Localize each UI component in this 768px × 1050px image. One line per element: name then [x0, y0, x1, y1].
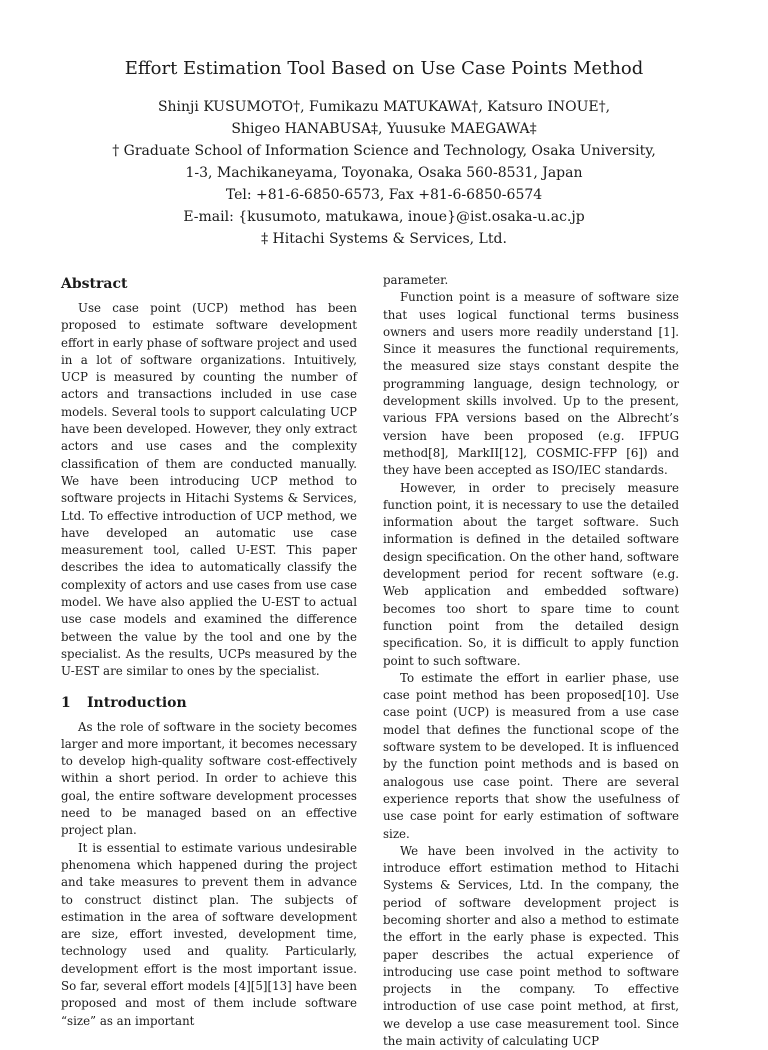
affiliation-hitachi: ‡ Hitachi Systems & Services, Ltd.: [261, 231, 507, 247]
right-column: [383, 272, 679, 1050]
phone-fax: Tel: +81-6-6850-6573, Fax +81-6-6850-6574: [225, 187, 543, 203]
address: 1-3, Machikaneyama, Toyonaka, Osaka 560-8531, Japan: [185, 165, 583, 181]
section-number: 1: [61, 694, 71, 711]
hitachi-paragraph: We have been involved in the activity to introduce effort estimation method to Hitachi Systems & Services, Ltd. In the company, the period of software development project is becoming shorter and also a method to estimate the effort in the early phase is expected. This paper describes the actual experience of introducing use case point method to software projects in the company. To effective introduction of use case point method, at first, we develop a use case measurement tool. Since the main activity of calculating UCP: [383, 843, 679, 1049]
ucp-paragraph: To estimate the effort in earlier phase, use case point method has been proposed[10]. Use case point (UCP) is measured from a use case model that defines the functional scope of the software system to be developed. It is influenced by the function point methods and is based on analogous use case point. There are several experience reports that show the usefulness of use case point for early estimation of software size.: [383, 670, 679, 841]
authors-line-1: Shinji KUSUMOTO†, Fumikazu MATUKAWA†, Katsuro INOUE†,: [157, 99, 611, 115]
paper-title: Effort Estimation Tool Based on Use Case Points Method: [124, 58, 644, 79]
detailed-info-paragraph: However, in order to precisely measure function point, it is necessary to use the detailed information about the target software. Such information is defined in the detailed software design specification. On the other hand, software development period for recent software (e.g. Web application and embedded software) becomes too short to spare time to count function point from the detailed design specification. So, it is difficult to apply function point to such software.: [383, 480, 679, 668]
abstract-heading: Abstract: [61, 276, 128, 292]
continued-paragraph: parameter.: [383, 273, 449, 287]
function-point-paragraph: Function point is a measure of software size that uses logical functional terms business owners and users more readily understand [1]. Since it measures the functional requirements, the measured size stays constant despite the programming language, design technology, or development skills involved. Up to the present, various FPA versions based on the Albrecht’s version have been proposed (e.g. IFPUG method[8], MarkII[12], COSMIC-FFP [6]) and they have been accepted as ISO/IEC standards.: [383, 290, 679, 478]
authors-line-2: Shigeo HANABUSA‡, Yuusuke MAEGAWA‡: [231, 121, 537, 137]
author-block: [0, 96, 768, 250]
section-title: Introduction: [87, 694, 187, 711]
affiliation-osaka: † Graduate School of Information Science and Technology, Osaka University,: [112, 143, 656, 159]
email: E-mail: {kusumoto, matukawa, inoue}@ist.osaka-u.ac.jp: [183, 209, 585, 225]
intro-paragraph-1: As the role of software in the society becomes larger and more important, it becomes necessary to develop high-quality software cost-effectively within a short period. In order to achieve this goal, the entire software development processes need to be managed based on an effective project plan.: [61, 719, 357, 838]
intro-paragraph-2: It is essential to estimate various undesirable phenomena which happened during the project and take measures to prevent them in advance to construct distinct plan. The subjects of estimation in the area of software development are size, effort invested, development time, technology used and quality. Particularly, development effort is the most important issue. So far, several effort models [4][5][13] have been proposed and most of them include software “size” as an important: [61, 840, 357, 1028]
left-column: [61, 272, 357, 1030]
abstract-text: Use case point (UCP) method has been proposed to estimate software development effort in early phase of software project and used in a lot of software organizations. Intuitively, UCP is measured by counting the number of actors and transactions included in use case models. Several tools to support calculating UCP have been developed. However, they only extract actors and use cases and the complexity classification of them are conducted manually. We have been introducing UCP method to software projects in Hitachi Systems & Services, Ltd. To effective introduction of UCP method, we have developed an automatic use case measurement tool, called U-EST. This paper describes the idea to automatically classify the complexity of actors and use cases from use case model. We have also applied the U-EST to actual use case models and examined the difference between the value by the tool and one by the specialist. As the results, UCPs measured by the U-EST are similar to ones by the specialist.: [61, 301, 357, 679]
introduction-heading: [61, 693, 357, 713]
